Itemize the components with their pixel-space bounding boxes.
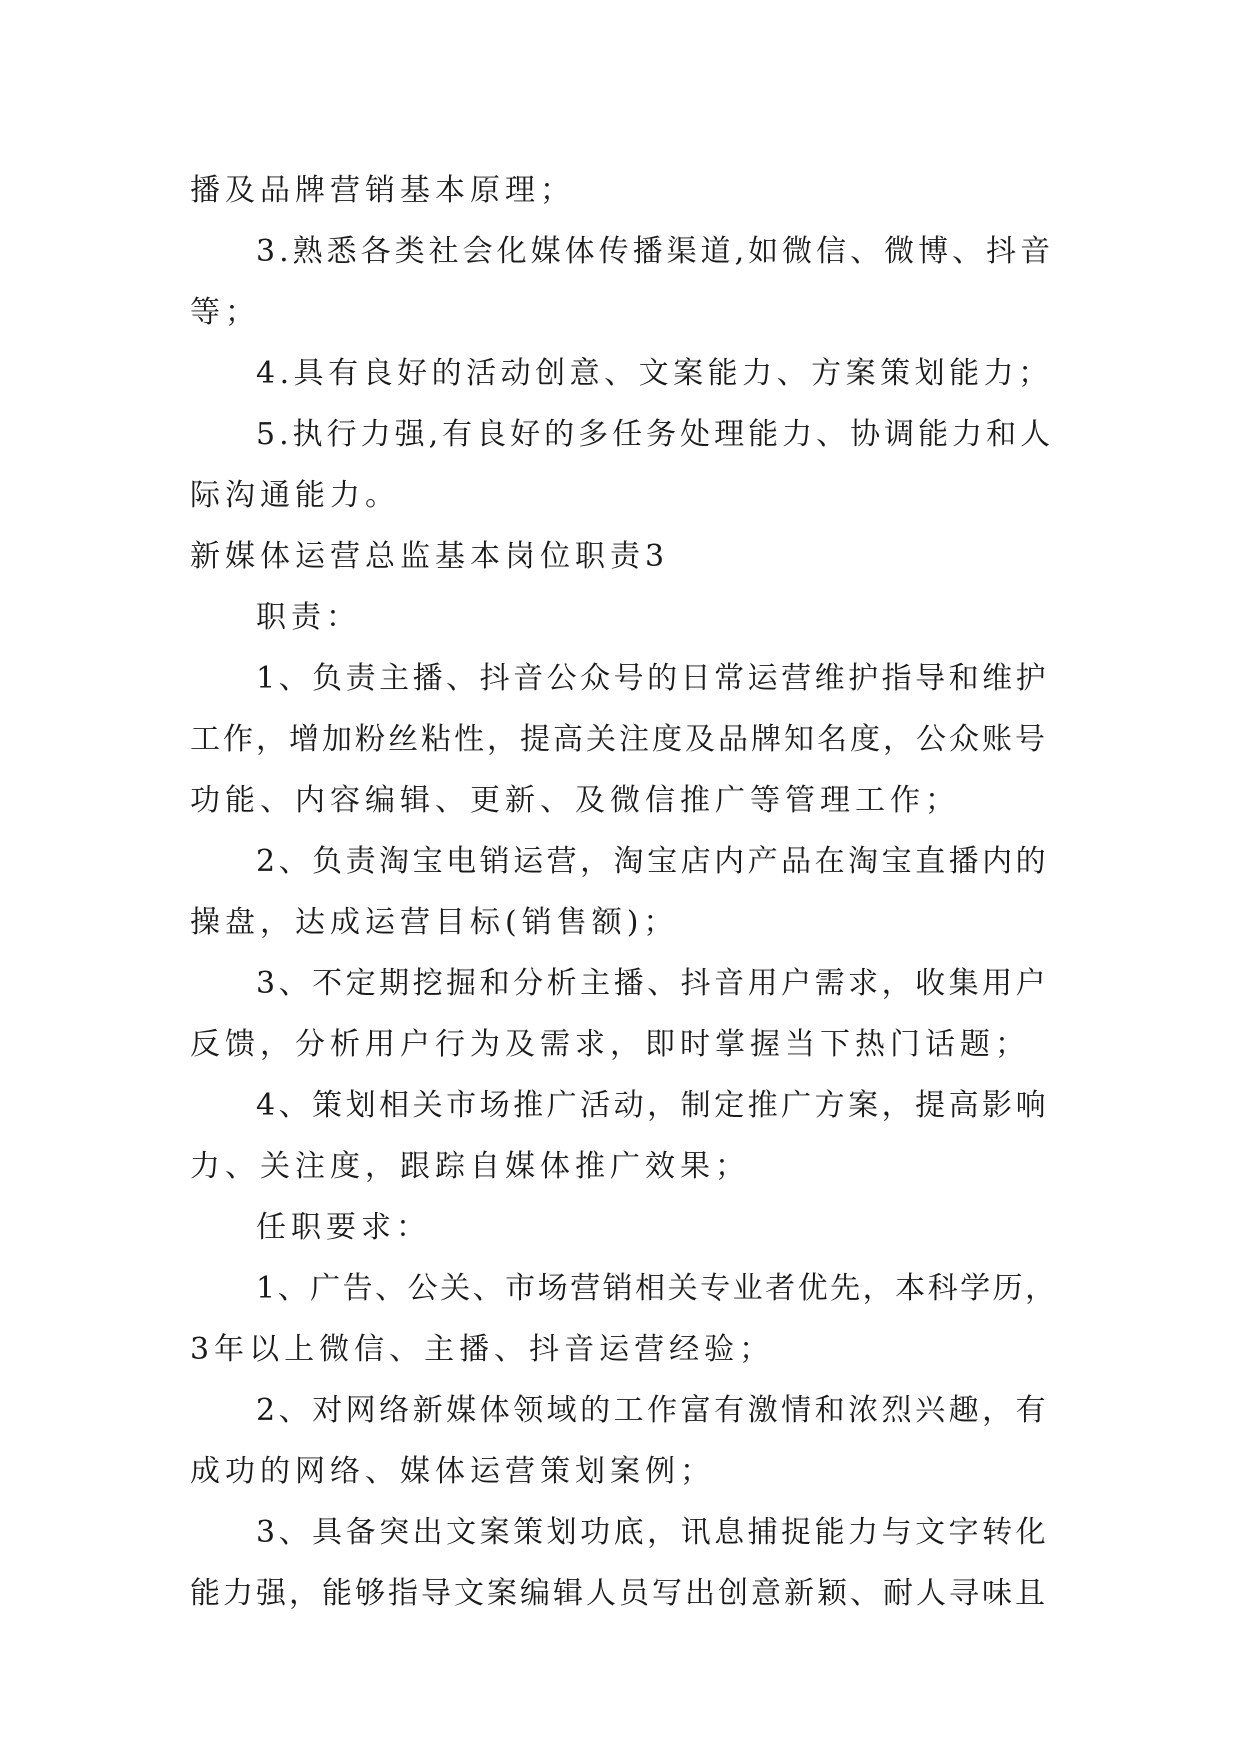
text-line: 操盘，达成运营目标(销售额)； bbox=[190, 905, 679, 940]
text-line: 职责： bbox=[256, 600, 361, 635]
text-line: 功能、内容编辑、更新、及微信推广等管理工作； bbox=[190, 783, 960, 818]
text-line: 2、对网络新媒体领域的工作富有激情和浓烈兴趣，有 bbox=[256, 1393, 1050, 1428]
text-line: 成功的网络、媒体运营策划案例； bbox=[190, 1454, 715, 1489]
text-line: 任职要求： bbox=[256, 1210, 431, 1245]
text-line: 3.熟悉各类社会化媒体传播渠道,如微信、微博、抖音 bbox=[256, 234, 1055, 269]
text-line: 5.执行力强,有良好的多任务处理能力、协调能力和人 bbox=[256, 417, 1055, 452]
text-line: 1、广告、公关、市场营销相关专业者优先，本科学历， bbox=[256, 1271, 1058, 1306]
text-line: 能力强，能够指导文案编辑人员写出创意新颖、耐人寻味且 bbox=[190, 1576, 1048, 1611]
text-line: 等； bbox=[190, 295, 260, 330]
text-line: 新媒体运营总监基本岗位职责3 bbox=[190, 539, 670, 574]
text-line: 际沟通能力。 bbox=[190, 478, 400, 513]
text-line: 3、不定期挖掘和分析主播、抖音用户需求，收集用户 bbox=[256, 966, 1050, 1001]
text-line: 播及品牌营销基本原理； bbox=[190, 173, 575, 208]
text-line: 4、策划相关市场推广活动，制定推广方案，提高影响 bbox=[256, 1088, 1050, 1123]
text-line: 3年以上微信、主播、抖音运营经验； bbox=[190, 1332, 775, 1367]
text-line: 工作，增加粉丝粘性，提高关注度及品牌知名度，公众账号 bbox=[190, 722, 1048, 757]
text-line: 反馈，分析用户行为及需求，即时掌握当下热门话题； bbox=[190, 1027, 1030, 1062]
text-line: 4.具有良好的活动创意、文案能力、方案策划能力； bbox=[256, 356, 1053, 391]
text-line: 力、关注度，跟踪自媒体推广效果； bbox=[190, 1149, 750, 1184]
text-line: 1、负责主播、抖音公众号的日常运营维护指导和维护 bbox=[256, 661, 1050, 696]
text-line: 3、具备突出文案策划功底，讯息捕捉能力与文字转化 bbox=[256, 1515, 1050, 1550]
document-body bbox=[190, 160, 1060, 1624]
text-line: 2、负责淘宝电销运营，淘宝店内产品在淘宝直播内的 bbox=[256, 844, 1050, 879]
